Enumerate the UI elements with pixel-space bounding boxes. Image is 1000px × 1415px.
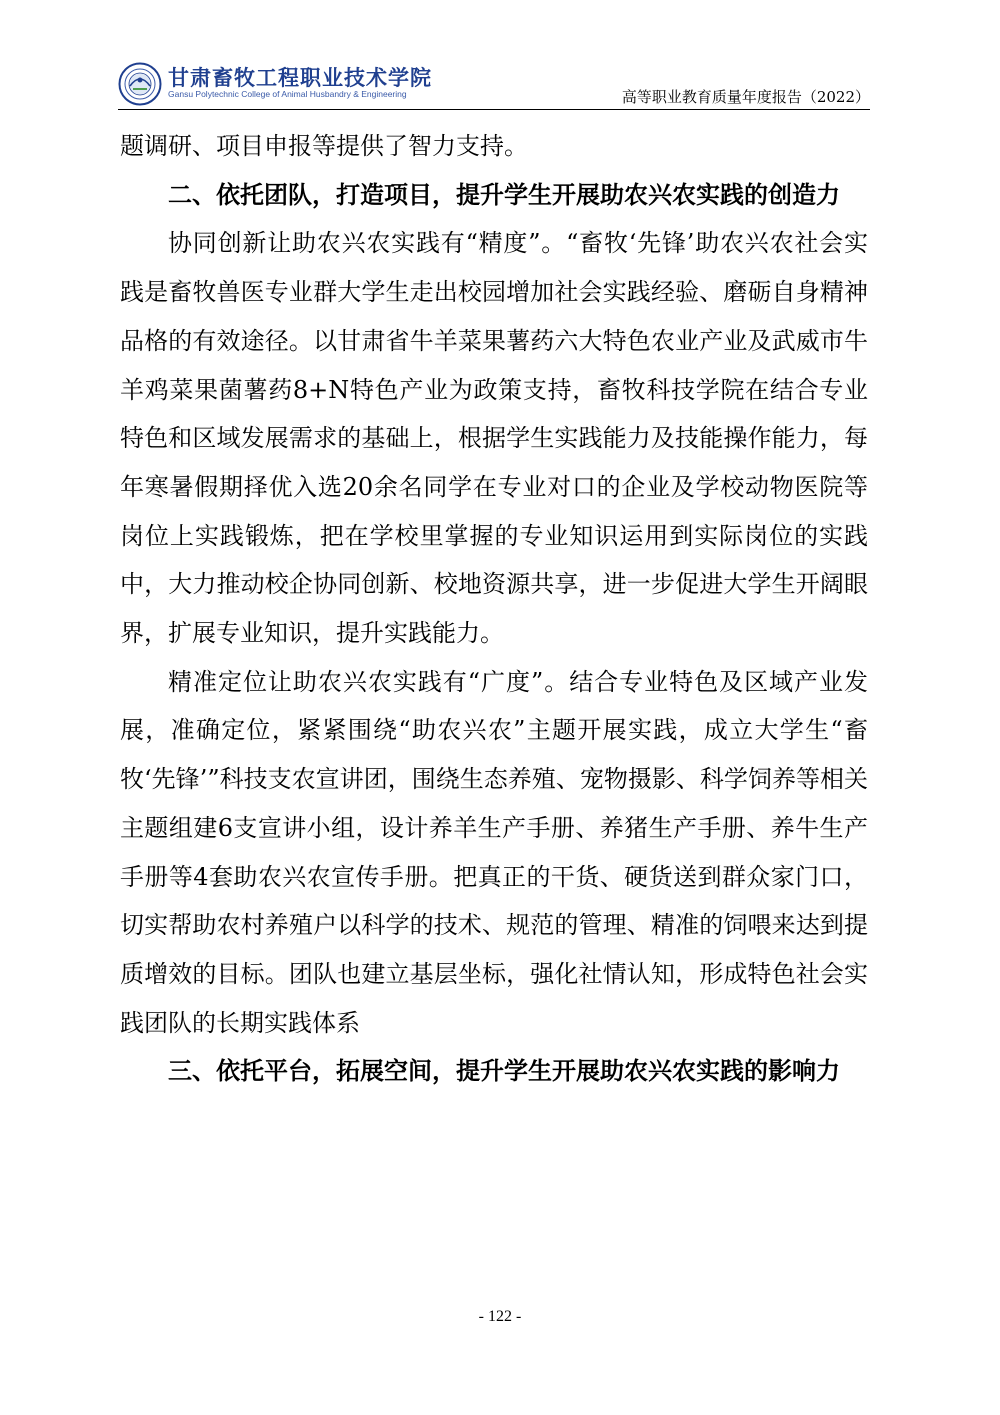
header-divider <box>118 109 870 110</box>
school-name-en: Gansu Polytechnic College of Animal Husbandry & Engineering <box>168 89 407 99</box>
page-number: - 122 - <box>478 1308 522 1325</box>
report-title: 高等职业教育质量年度报告（2022） <box>621 88 870 106</box>
paragraph-continued: 题调研、项目申报等提供了智力支持。 <box>120 132 528 160</box>
school-name-cn: 甘肃畜牧工程职业技术学院 <box>168 65 432 90</box>
page-body <box>120 122 868 1096</box>
school-seal-icon <box>118 62 162 106</box>
paragraph-precision: 协同创新让助农兴农实践有“精度”。“畜牧‘先锋’助农兴农社会实践是畜牧兽医专业群大学生走出校园增加社会实践经验、磨砺自身精神品格的有效途径。以甘肃省牛羊菜果薯药六大特色农业产业及武威市牛羊鸡菜果菌薯药8+N特色产业为政策支持，畜牧科技学院在结合专业特色和区域发展需求的基础上，根据学生实践能力及技能操作能力，每年寒暑假期择优入选20余名同学在专业对口的企业及学校动物医院等岗位上实践锻炼，把在学校里掌握的专业知识运用到实际岗位的实践中，大力推动校企协同创新、校地资源共享，进一步促进大学生开阔眼界，扩展专业知识，提升实践能力。 <box>120 229 868 648</box>
section-heading-2: 二、依托团队，打造项目，提升学生开展助农兴农实践的创造力 <box>168 179 840 209</box>
section-heading-3: 三、依托平台，拓展空间，提升学生开展助农兴农实践的影响力 <box>168 1056 840 1086</box>
page-header <box>118 56 870 112</box>
paragraph-breadth: 精准定位让助农兴农实践有“广度”。结合专业特色及区域产业发展，准确定位，紧紧围绕“助农兴农”主题开展实践，成立大学生“畜牧‘先锋’”科技支农宣讲团，围绕生态养殖、宠物摄影、科学饲养等相关主题组建6支宣讲小组，设计养羊生产手册、养猪生产手册、养牛生产手册等4套助农兴农宣传手册。把真正的干货、硬货送到群众家门口，切实帮助农村养殖户以科学的技术、规范的管理、精准的饲喂来达到提质增效的目标。团队也建立基层坐标，强化社情认知，形成特色社会实践团队的长期实践体系 <box>120 667 868 1037</box>
